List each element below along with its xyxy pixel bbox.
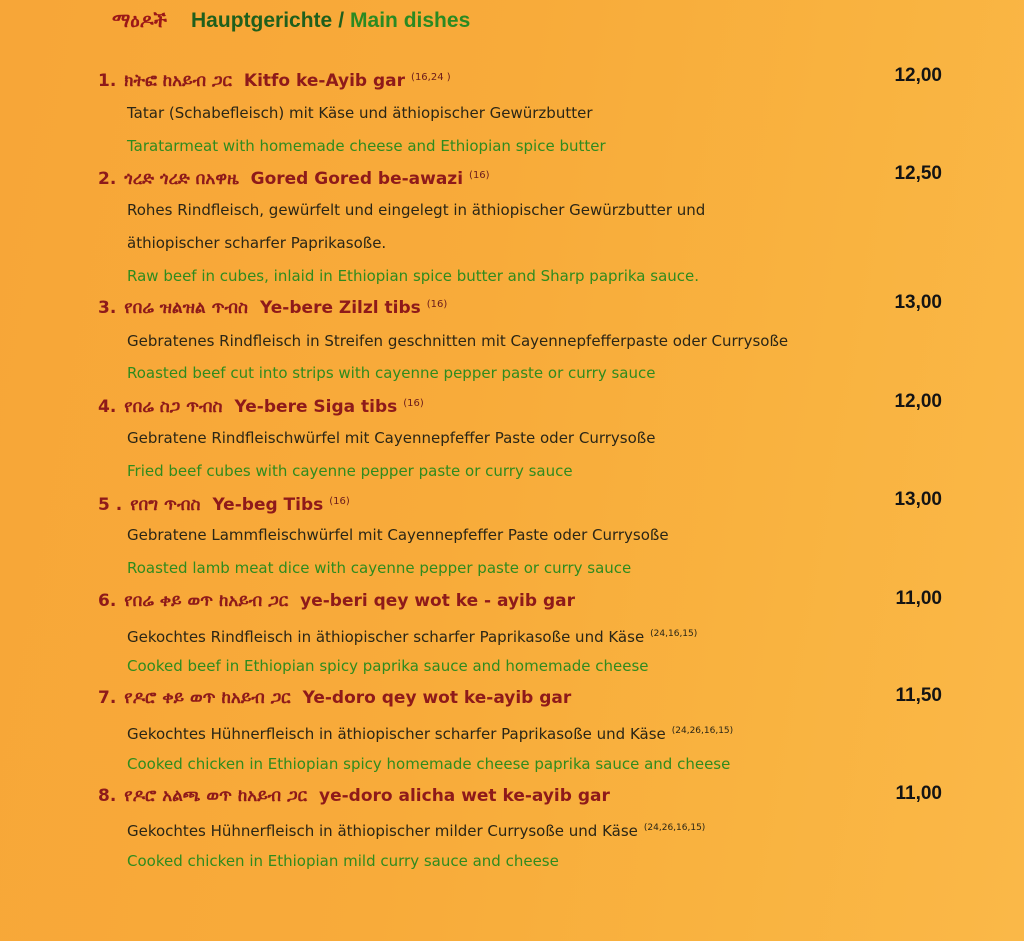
dish-amharic-name: ክትፎ ከአይብ ጋር xyxy=(124,71,232,91)
dish-title xyxy=(98,162,490,190)
dish-description-en: Cooked chicken in Ethiopian mild curry sauce and cheese xyxy=(127,852,559,870)
section-header xyxy=(112,6,470,36)
dish-description-en: Raw beef in cubes, inlaid in Ethiopian spice butter and Sharp paprika sauce. xyxy=(127,267,700,285)
dish-number: 7. xyxy=(98,688,117,708)
dish-allergens: (16) xyxy=(403,398,424,409)
dish-description-en: Taratarmeat with homemade cheese and Ethiopian spice butter xyxy=(127,137,606,155)
header-title-en: Main dishes xyxy=(350,9,471,32)
dish-description-en: Roasted beef cut into strips with cayenne pepper paste or curry sauce xyxy=(127,364,656,382)
dish-description-de: Gebratene Lammfleischwürfel mit Cayennepfeffer Paste oder Currysoße xyxy=(127,526,669,544)
dish-number: 6. xyxy=(98,591,117,611)
header-separator: / xyxy=(338,9,345,32)
dish-description-de-line2: äthiopischer scharfer Paprikasoße. xyxy=(127,234,387,252)
dish-description-en: Cooked chicken in Ethiopian spicy homemade cheese paprika sauce and cheese xyxy=(127,755,731,773)
dish-name: Gored Gored be-awazi xyxy=(250,169,464,189)
dish-description-de: Tatar (Schabefleisch) mit Käse und äthiopischer Gewürzbutter xyxy=(127,104,593,122)
dish-description-en: Cooked beef in Ethiopian spicy paprika sauce and homemade cheese xyxy=(127,657,649,675)
dish-title xyxy=(98,488,350,516)
dish-description-de: Rohes Rindfleisch, gewürfelt und eingelegt in äthiopischer Gewürzbutter und xyxy=(127,201,706,219)
dish-amharic-name: የዶሮ አልጫ ወጥ ከአይብ ጋር xyxy=(124,786,307,806)
header-amharic: ማዕዶች xyxy=(112,10,168,32)
dish-price: 13,00 xyxy=(894,292,942,313)
dish-number: 2. xyxy=(98,169,117,189)
dish-name: Kitfo ke-Ayib gar xyxy=(243,71,406,91)
dish-amharic-name: የበግ ጥብስ xyxy=(130,495,201,515)
dish-allergens: (16) xyxy=(469,170,490,181)
dish-amharic-name: የበሬ ቀይ ወጥ ከአይብ ጋር xyxy=(124,591,289,611)
dish-title xyxy=(98,64,451,92)
dish-title xyxy=(98,390,424,418)
dish-number: 5 . xyxy=(98,495,123,515)
dish-amharic-name: የዶሮ ቀይ ወጥ ከአይብ ጋር xyxy=(124,688,291,708)
dish-price: 12,00 xyxy=(894,391,942,412)
dish-amharic-name: የበሬ ስጋ ጥብስ xyxy=(124,397,223,417)
dish-description-de-text: Gekochtes Hühnerfleisch in äthiopischer scharfer Paprikasoße und Käse xyxy=(127,725,666,743)
dish-title xyxy=(98,684,571,712)
dish-price: 11,50 xyxy=(895,685,942,706)
dish-description-de-text: Gekochtes Rindfleisch in äthiopischer scharfer Paprikasoße und Käse xyxy=(127,628,645,646)
dish-title xyxy=(98,782,610,810)
dish-allergens: (16,24 ) xyxy=(411,72,451,83)
dish-number: 8. xyxy=(98,786,117,806)
dish-number: 1. xyxy=(98,71,117,91)
dish-price: 11,00 xyxy=(895,783,942,804)
dish-name: Ye-doro qey wot ke-ayib gar xyxy=(302,688,572,708)
dish-price: 11,00 xyxy=(895,588,942,609)
dish-description-allergens: (24,26,16,15) xyxy=(643,823,706,833)
dish-allergens: (16) xyxy=(426,299,448,310)
dish-price: 12,00 xyxy=(894,65,942,86)
dish-allergens: (16) xyxy=(329,496,350,507)
dish-description-allergens: (24,26,16,15) xyxy=(671,726,734,736)
dish-price: 12,50 xyxy=(894,163,942,184)
dish-description-en: Roasted lamb meat dice with cayenne pepper paste or curry sauce xyxy=(127,559,632,577)
dish-description-en: Fried beef cubes with cayenne pepper paste or curry sauce xyxy=(127,462,573,480)
dish-name: Ye-beg Tibs xyxy=(212,495,324,515)
header-title-de: Hauptgerichte xyxy=(191,9,333,32)
dish-number: 4. xyxy=(98,397,117,417)
dish-number: 3. xyxy=(98,298,117,318)
dish-description-de-text: Gekochtes Hühnerfleisch in äthiopischer milder Currysoße und Käse xyxy=(127,822,638,840)
dish-name: Ye-bere Siga tibs xyxy=(234,397,398,417)
dish-description-de: Gebratenes Rindfleisch in Streifen geschnitten mit Cayennepfefferpaste oder Currysoße xyxy=(127,332,789,350)
dish-description-de: Gebratene Rindfleischwürfel mit Cayennepfeffer Paste oder Currysoße xyxy=(127,429,656,447)
dish-name: Ye-bere Zilzl tibs xyxy=(260,298,421,318)
dish-title xyxy=(98,291,447,319)
dish-price: 13,00 xyxy=(894,489,942,510)
dish-description-allergens: (24,16,15) xyxy=(650,629,698,639)
dish-title xyxy=(98,587,575,615)
dish-name: ye-beri qey wot ke - ayib gar xyxy=(300,591,575,611)
dish-description-de xyxy=(127,715,733,750)
dish-amharic-name: ጎረድ ጎረድ በአዋዜ xyxy=(124,169,239,189)
dish-description-de xyxy=(127,618,697,653)
dish-amharic-name: የበሬ ዝልዝል ጥብስ xyxy=(124,298,249,318)
dish-name: ye-doro alicha wet ke-ayib gar xyxy=(319,786,610,806)
dish-description-de xyxy=(127,812,705,847)
